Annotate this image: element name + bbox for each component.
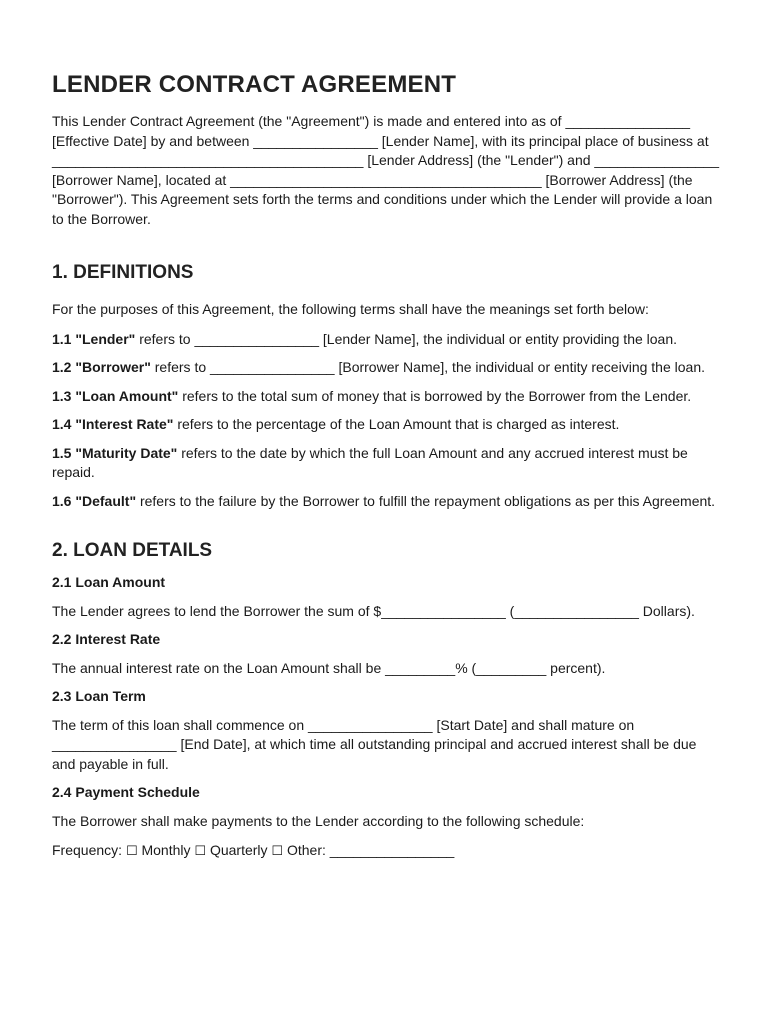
loan-term-heading: 2.3 Loan Term — [52, 688, 146, 704]
quarterly-option-label: Quarterly — [209, 842, 268, 858]
definition-term: 1.3 "Loan Amount" — [52, 387, 179, 404]
loan-amount-text: The Lender agrees to lend the Borrower the sum of $________________ (________________ Dollars). — [52, 602, 695, 619]
definition-item — [52, 415, 722, 435]
loan-amount-heading: 2.1 Loan Amount — [52, 574, 166, 590]
intro-paragraph: This Lender Contract Agreement (the "Agreement") is made and entered into as of ________________ [Effective Date] by and between ________________ [Lender Name], with its principal place of business at ________________________________________ [Lender Address] (the "Lender") and ________________ [Borrower Name], located at ________________________________________ [Borrower Address] (the "Borrower"). This Agreement sets forth the terms and conditions under which the Lender will provide a loan to the Borrower. — [52, 113, 719, 227]
definition-text: refers to ________________ [Lender Name], the individual or entity providing the loan. — [135, 330, 678, 347]
other-checkbox-icon[interactable]: ☐ — [271, 844, 284, 859]
definition-item — [52, 358, 722, 378]
interest-rate-heading: 2.2 Interest Rate — [52, 631, 161, 647]
definition-term: 1.4 "Interest Rate" — [52, 416, 174, 432]
definitions-heading: 1. DEFINITIONS — [52, 262, 194, 283]
document-title: LENDER CONTRACT AGREEMENT — [52, 71, 457, 98]
monthly-option-label: Monthly — [141, 842, 191, 858]
other-option-label: Other: — [286, 842, 326, 858]
definition-text: refers to the date by which the full Loan Amount and any accrued interest must be repaid. — [52, 444, 688, 480]
interest-rate-text: The annual interest rate on the Loan Amount shall be _________% (_________ percent). — [52, 659, 606, 676]
frequency-line — [52, 841, 722, 862]
definition-term: 1.5 "Maturity Date" — [52, 444, 178, 461]
definition-item — [52, 387, 722, 407]
definition-term: 1.6 "Default" — [52, 492, 137, 509]
other-blank-field[interactable]: ________________ — [329, 842, 455, 858]
definition-text: refers to the failure by the Borrower to fulfill the repayment obligations as per this Agreement. — [136, 492, 716, 509]
definition-item — [52, 492, 722, 512]
quarterly-checkbox-icon[interactable]: ☐ — [194, 844, 207, 859]
definition-term: 1.2 "Borrower" — [52, 359, 151, 375]
definition-item — [52, 330, 722, 350]
payment-schedule-heading: 2.4 Payment Schedule — [52, 784, 200, 800]
definition-text: refers to the total sum of money that is borrowed by the Borrower from the Lender. — [178, 387, 692, 404]
frequency-label: Frequency: — [52, 842, 123, 858]
monthly-checkbox-icon[interactable]: ☐ — [125, 844, 138, 859]
definitions-lead: For the purposes of this Agreement, the following terms shall have the meanings set forth below: — [52, 301, 649, 317]
document-body — [52, 70, 722, 862]
payment-schedule-text: The Borrower shall make payments to the Lender according to the following schedule: — [52, 812, 585, 829]
definition-term: 1.1 "Lender" — [52, 330, 136, 347]
loan-details-heading: 2. LOAN DETAILS — [52, 540, 213, 561]
definition-text: refers to the percentage of the Loan Amount that is charged as interest. — [173, 416, 620, 432]
loan-term-text: The term of this loan shall commence on ________________ [Start Date] and shall mature on ________________ [End Date], at which time all outstanding principal and accrued interest shall be due and payable in full. — [52, 716, 697, 772]
definition-text: refers to ________________ [Borrower Name], the individual or entity receiving the loan. — [150, 359, 705, 375]
definition-item — [52, 444, 722, 483]
